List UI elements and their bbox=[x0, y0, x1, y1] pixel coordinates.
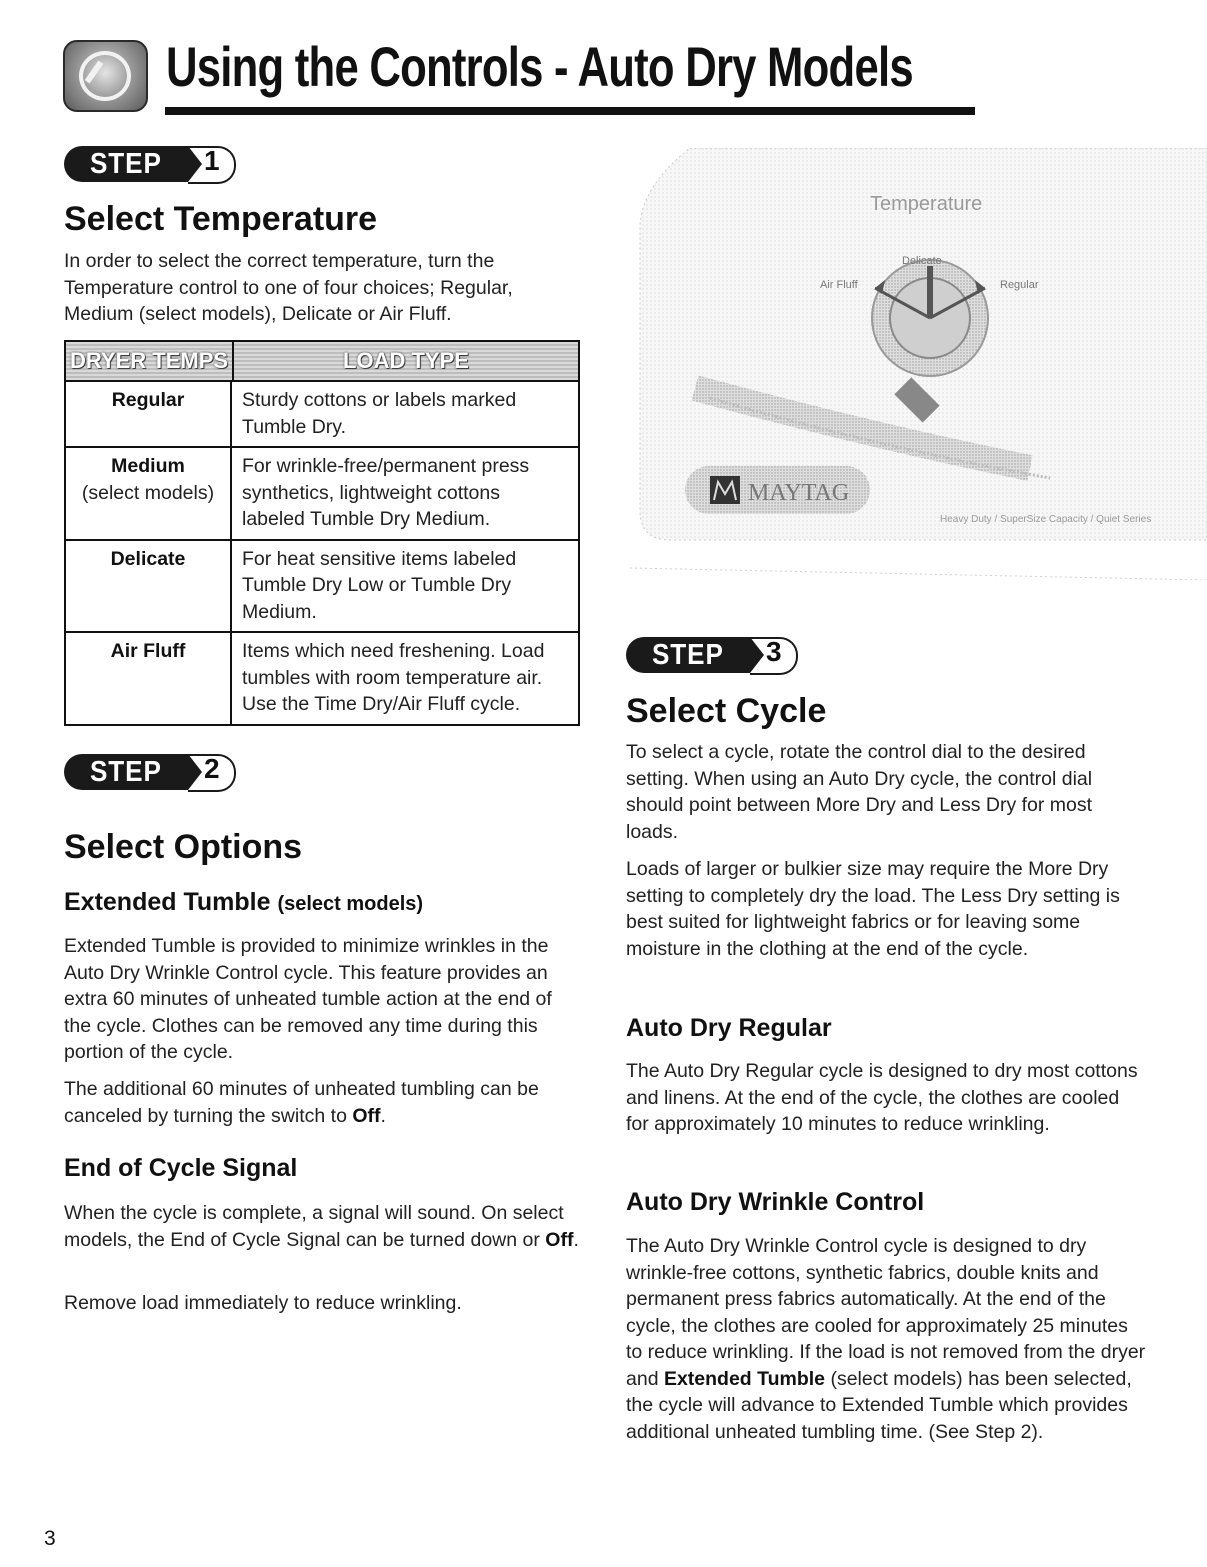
regular-dial-label: Regular bbox=[1000, 279, 1039, 291]
series-label: Heavy Duty / SuperSize Capacity / Quiet Series bbox=[940, 514, 1152, 525]
table-row bbox=[66, 448, 578, 541]
step-3-number: 3 bbox=[766, 636, 782, 667]
load-type: Items which need freshening. Load tumbles with room temperature air. Use the Time Dry/Air Fluff cycle. bbox=[242, 640, 545, 715]
step-3-label: STEP bbox=[652, 639, 724, 671]
col-header-dryer-temps: DRYER TEMPS bbox=[66, 342, 234, 380]
step-1-badge bbox=[64, 146, 264, 182]
control-panel-illustration bbox=[630, 148, 1207, 580]
temp-name: Air Fluff bbox=[110, 640, 186, 662]
load-type: For wrinkle-free/permanent press synthetics, lightweight cottons labeled Tumble Dry Medium. bbox=[242, 455, 530, 530]
table-header bbox=[66, 342, 578, 382]
select-temperature-heading: Select Temperature bbox=[64, 200, 378, 238]
auto-dry-regular-heading: Auto Dry Regular bbox=[626, 1014, 832, 1042]
loads-size-text: Loads of larger or bulkier size may require the More Dry setting to completely dry the load. The Less Dry setting is best suited for lightweight fabrics or for leaving some moisture in the clothing at the end of the cycle. bbox=[626, 858, 1120, 960]
table-row bbox=[66, 382, 578, 448]
step-2-label: STEP bbox=[90, 756, 162, 788]
extended-tumble-heading: Extended Tumble (select models) bbox=[64, 888, 424, 916]
extended-tumble-cancel-text: The additional 60 minutes of unheated tumbling can be canceled by turning the switch to Off. bbox=[64, 1078, 539, 1127]
auto-dry-wrinkle-control-text: The Auto Dry Wrinkle Control cycle is designed to dry wrinkle-free cottons, synthetic fabrics, double knits and permanent press fabrics automatically. At the end of the cycle, the clothes are cooled for approximately 25 minutes to reduce wrinkling. If the load is not removed from the dryer and Extended Tumble (select models) has been selected, the cycle will advance to Extended Tumble which provides additional unheated tumbling time. (See Step 2). bbox=[626, 1235, 1146, 1443]
temperature-dial-label: Temperature bbox=[870, 193, 983, 215]
step-1-label: STEP bbox=[90, 148, 162, 180]
dryer-temps-table bbox=[64, 340, 580, 726]
temp-name: Delicate bbox=[110, 547, 186, 570]
title-underline bbox=[165, 107, 975, 115]
delicate-dial-label: Delicate bbox=[902, 255, 942, 267]
select-cycle-text: To select a cycle, rotate the control dial to the desired setting. When using an Auto Dry cycle, the control dial should point between More Dry and Less Dry for most loads. bbox=[626, 741, 1093, 843]
load-type: For heat sensitive items labeled Tumble Dry Low or Tumble Dry Medium. bbox=[242, 547, 517, 623]
temp-note: (select models) bbox=[81, 481, 215, 504]
table-row bbox=[66, 541, 578, 634]
remove-load-text: Remove load immediately to reduce wrinkling. bbox=[64, 1292, 462, 1314]
air-fluff-dial-label: Air Fluff bbox=[820, 279, 858, 291]
select-options-heading: Select Options bbox=[64, 828, 303, 866]
extended-tumble-text: Extended Tumble is provided to minimize wrinkles in the Auto Dry Wrinkle Control cycle. This feature provides an extra 60 minutes of unheated tumble action at the end of the cycle. Clothes can be removed any time during this portion of the cycle. bbox=[64, 935, 552, 1063]
temp-name: Regular bbox=[111, 389, 185, 411]
step-2-badge bbox=[64, 754, 264, 790]
dial-logo-icon bbox=[63, 40, 148, 112]
end-of-cycle-signal-heading: End of Cycle Signal bbox=[64, 1154, 298, 1182]
step-1-number: 1 bbox=[204, 145, 220, 176]
temperature-intro: In order to select the correct temperature, turn the Temperature control to one of four choices; Regular, Medium (select models), Delicate or Air Fluff. bbox=[64, 250, 513, 325]
page-number: 3 bbox=[44, 1527, 56, 1550]
col-header-load-type: LOAD TYPE bbox=[343, 348, 469, 373]
load-type: Sturdy cottons or labels marked Tumble Dry. bbox=[242, 389, 517, 438]
temp-name: Medium bbox=[111, 455, 185, 477]
end-of-cycle-signal-text: When the cycle is complete, a signal will sound. On select models, the End of Cycle Signal can be turned down or Off. bbox=[64, 1202, 579, 1251]
auto-dry-regular-text: The Auto Dry Regular cycle is designed to dry most cottons and linens. At the end of the cycle, the clothes are cooled for approximately 10 minutes to reduce wrinkling. bbox=[626, 1060, 1138, 1135]
step-3-badge bbox=[626, 637, 826, 673]
table-row bbox=[66, 633, 578, 724]
step-2-number: 2 bbox=[204, 753, 220, 784]
page-title: Using the Controls - Auto Dry Models bbox=[166, 35, 913, 98]
maytag-brand: MAYTAG bbox=[748, 480, 850, 506]
auto-dry-wrinkle-control-heading: Auto Dry Wrinkle Control bbox=[626, 1188, 925, 1216]
select-cycle-heading: Select Cycle bbox=[626, 692, 827, 730]
